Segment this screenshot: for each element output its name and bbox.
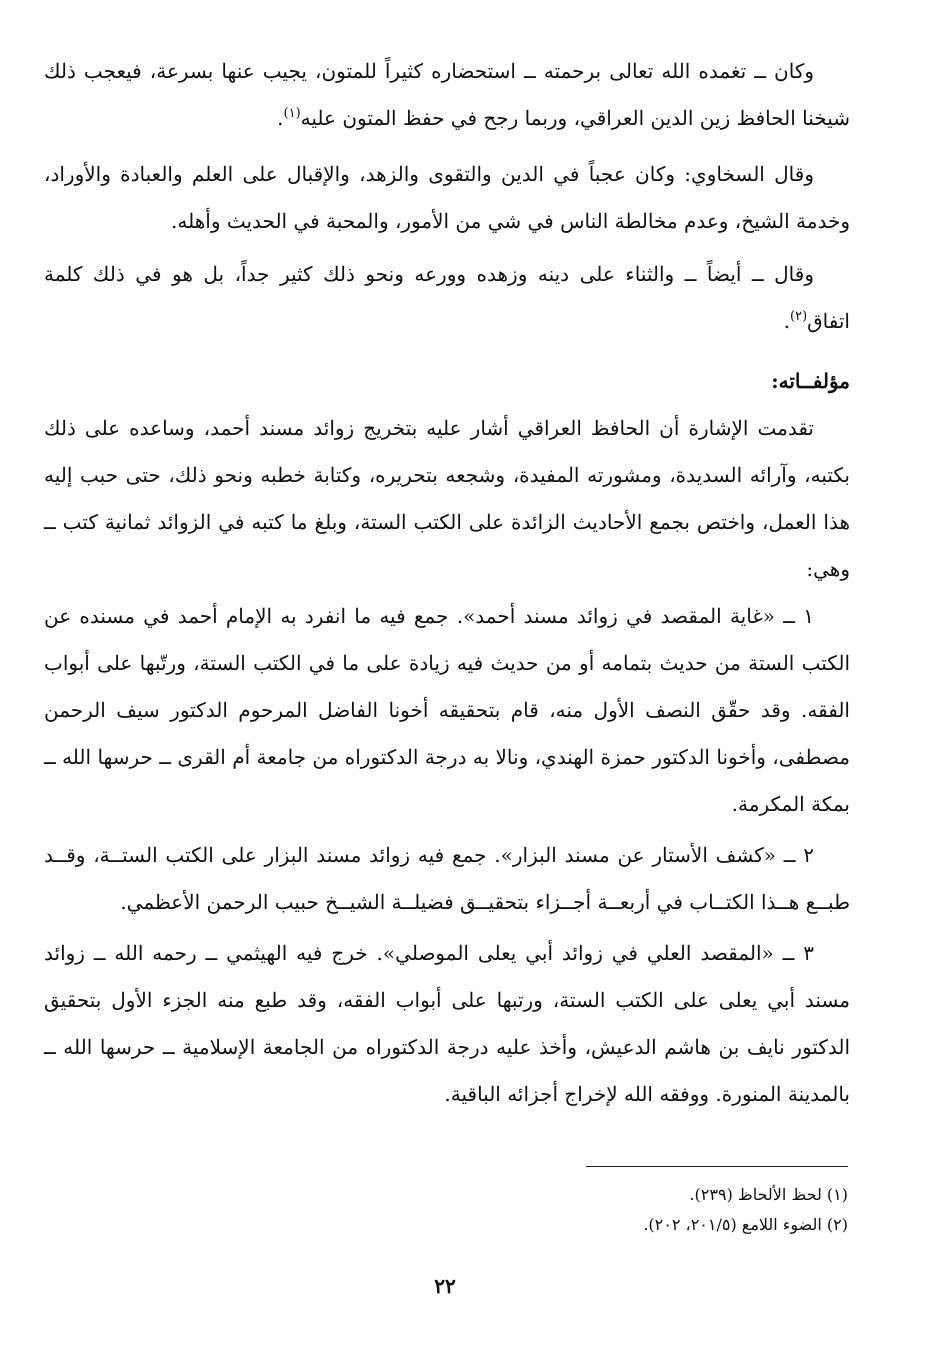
footnote-1: (١) لحظ الألحاظ (٢٣٩). [689,1185,848,1204]
footnote-ref-2[interactable]: (٢) [790,309,808,324]
paragraph-3-text: وقال ــ أيضاً ــ والثناء على دينه وزهده وورعه ونحو ذلك كثير جداً، بل هو في ذلك كلمة اتفاق [44,262,850,333]
paragraph-2: وقال السخاوي: وكان عجباً في الدين والتقوى والزهد، والإقبال على العلم والعبادة والأوراد، وخدمة الشيخ، وعدم مخالطة الناس في شي من الأمور، والمحبة في الحديث وأهله. [44,162,850,233]
page-number: ٢٢ [434,1274,456,1298]
main-text [44,48,850,1118]
paragraph-1-text: وكان ــ تغمده الله تعالى برحمته ــ استحضاره كثيراً للمتون، يجيب عنها بسرعة، فيعجب ذلك شيخنا الحافظ زين الدين العراقي، وربما رجح في حفظ المتون عليه [44,59,850,130]
footnote-divider [586,1166,848,1167]
paragraph-1 [44,48,850,145]
list-item-1: ١ ــ «غاية المقصد في زوائد مسند أحمد». جمع فيه ما انفرد به الإمام أحمد في مسنده عن الكتب الستة من حديث بتمامه أو من حديث فيه زيادة على ما في الكتب الستة، ورتّبها على أبواب الفقه. وقد حقّق النصف الأول منه، قام بتحقيقه أخونا الفاضل المرحوم الدكتور سيف الرحمن مصطفى، وأخونا الدكتور حمزة الهندي، ونالا به درجة الدكتوراه من جامعة أم القرى ــ حرسها الله ــ بمكة المكرمة. [44,604,850,816]
paragraph-4: تقدمت الإشارة أن الحافظ العراقي أشار عليه بتخريج زوائد مسند أحمد، وساعده على ذلك بكتبه، وآرائه السديدة، ومشورته المفيدة، وشجعه بتحريره، وكتابة خطبه ونحو ذلك، حتى حبب إليه هذا العمل، واختص بجمع الأحاديث الزائدة على الكتب الستة، وبلغ ما كتبه في الزوائد ثمانية كتب ــ وهي: [44,416,850,581]
paragraph-1-end: . [277,106,284,130]
footnotes [300,1180,848,1240]
section-heading: مؤلفــاته: [771,369,850,393]
footnote-2: (٢) الضوء اللامع (٢٠١/٥، ٢٠٢). [643,1215,848,1234]
list-item-3: ٣ ــ «المقصد العلي في زوائد أبي يعلى الموصلي». خرج فيه الهيثمي ــ رحمه الله ــ زوائد مسند أبي يعلى على الكتب الستة، ورتبها على أبواب الفقه، وقد طبع منه الجزء الأول بتحقيق الدكتور نايف بن هاشم الدعيش، وأخذ عليه درجة الدكتوراه من الجامعة الإسلامية ــ حرسها الله ــ بالمدينة المنورة. ووفقه الله لإخراج أجزائه الباقية. [44,941,850,1106]
paragraph-3 [44,251,850,348]
paragraph-3-end: . [783,309,790,333]
list-item-2: ٢ ــ «كشف الأستار عن مسند البزار». جمع فيه زوائد مسند البزار على الكتب الستــة، وقــد طبــع هــذا الكتــاب في أربعــة أجــزاء بتحقيــق فضيلــة الشيــخ حبيب الرحمن الأعظمي. [44,843,850,914]
footnote-ref-1[interactable]: (١) [283,106,301,121]
